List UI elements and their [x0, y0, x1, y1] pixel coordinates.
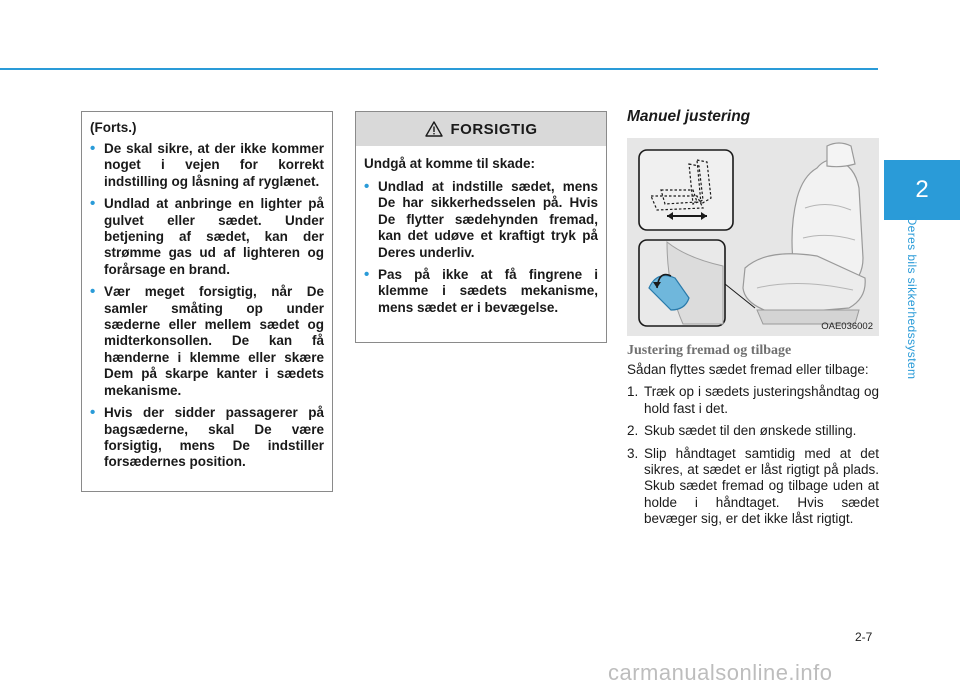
- chapter-number: 2: [915, 176, 929, 203]
- step-item: [627, 423, 879, 439]
- warning-item: • Vær meget forsigtig, når De samler småting op under sæderne eller mellem sædet og midterkonsollen. De kan få hænderne i klemme eller skære Dem på skarpe kanter i sædets mekanisme.: [90, 284, 324, 399]
- caution-list: [364, 179, 598, 316]
- chapter-title: Deres bils sikkerhedssystem: [905, 216, 919, 380]
- seat-illustration: [627, 138, 879, 336]
- figure-code: OAE036002: [821, 321, 873, 332]
- header-rule: [0, 68, 878, 70]
- step-item: [627, 384, 879, 417]
- watermark[interactable]: carmanualsonline.info: [608, 660, 833, 685]
- instructions-intro: Sådan flyttes sædet fremad eller tilbage:: [627, 362, 869, 377]
- step-item: [627, 446, 879, 528]
- page-number: 2-7: [855, 630, 873, 644]
- step-text: Skub sædet til den ønskede stilling.: [644, 423, 857, 439]
- caution-intro: Undgå at komme til skade:: [364, 156, 536, 171]
- section-title: Manuel justering: [627, 108, 751, 125]
- caution-item: • Pas på ikke at få fingrene i klemme i sædets mekanisme, mens sædet er i bevægelse.: [364, 267, 598, 316]
- caution-header: [356, 112, 606, 146]
- step-number: 2.: [627, 423, 639, 439]
- seat-adjustment-figure: [627, 138, 879, 336]
- caution-title: FORSIGTIG: [450, 120, 538, 138]
- warning-list: [90, 141, 324, 471]
- warning-item: • Undlad at anbringe en lighter på gulvet eller sædet. Under betjening af sædet, kan der strømme gas ud af lighteren og forårsage en brand.: [90, 196, 324, 278]
- instructions: [627, 362, 879, 534]
- step-number: 3.: [627, 445, 639, 461]
- warning-item: • Hvis der sidder passagerer på bagsæderne, skal De være forsigtig, mens De indstiller forsædernes position.: [90, 405, 324, 471]
- chapter-title-vertical: [898, 208, 926, 388]
- caution-body: [356, 146, 606, 316]
- steps-list: [627, 384, 879, 527]
- warning-item: • De skal sikre, at der ikke kommer noget i vejen for korrekt indstilling og låsning af ryglænet.: [90, 141, 324, 190]
- caution-item: • Undlad at indstille sædet, mens De har sikkerhedsselen på. Hvis De flytter sædehynden fremad, kan det udøve et kraftigt tryk på Deres underliv.: [364, 179, 598, 261]
- warning-triangle-icon: [425, 121, 443, 137]
- step-text: Slip håndtaget samtidig med at det sikres, at sædet er låst rigtigt på plads. Skub sædet fremad og tilbage uden at holde i håndtaget. Hvis sædet bevæger sig, er det ikke låst rigtigt.: [644, 445, 879, 527]
- step-number: 1.: [627, 384, 639, 400]
- warning-continued-box: [81, 111, 333, 492]
- step-text: Træk op i sædets justeringshåndtag og hold fast i det.: [644, 384, 879, 416]
- subheading: Justering fremad og tilbage: [627, 343, 792, 358]
- warning-continued-header: (Forts.): [90, 120, 137, 135]
- caution-box: [355, 111, 607, 343]
